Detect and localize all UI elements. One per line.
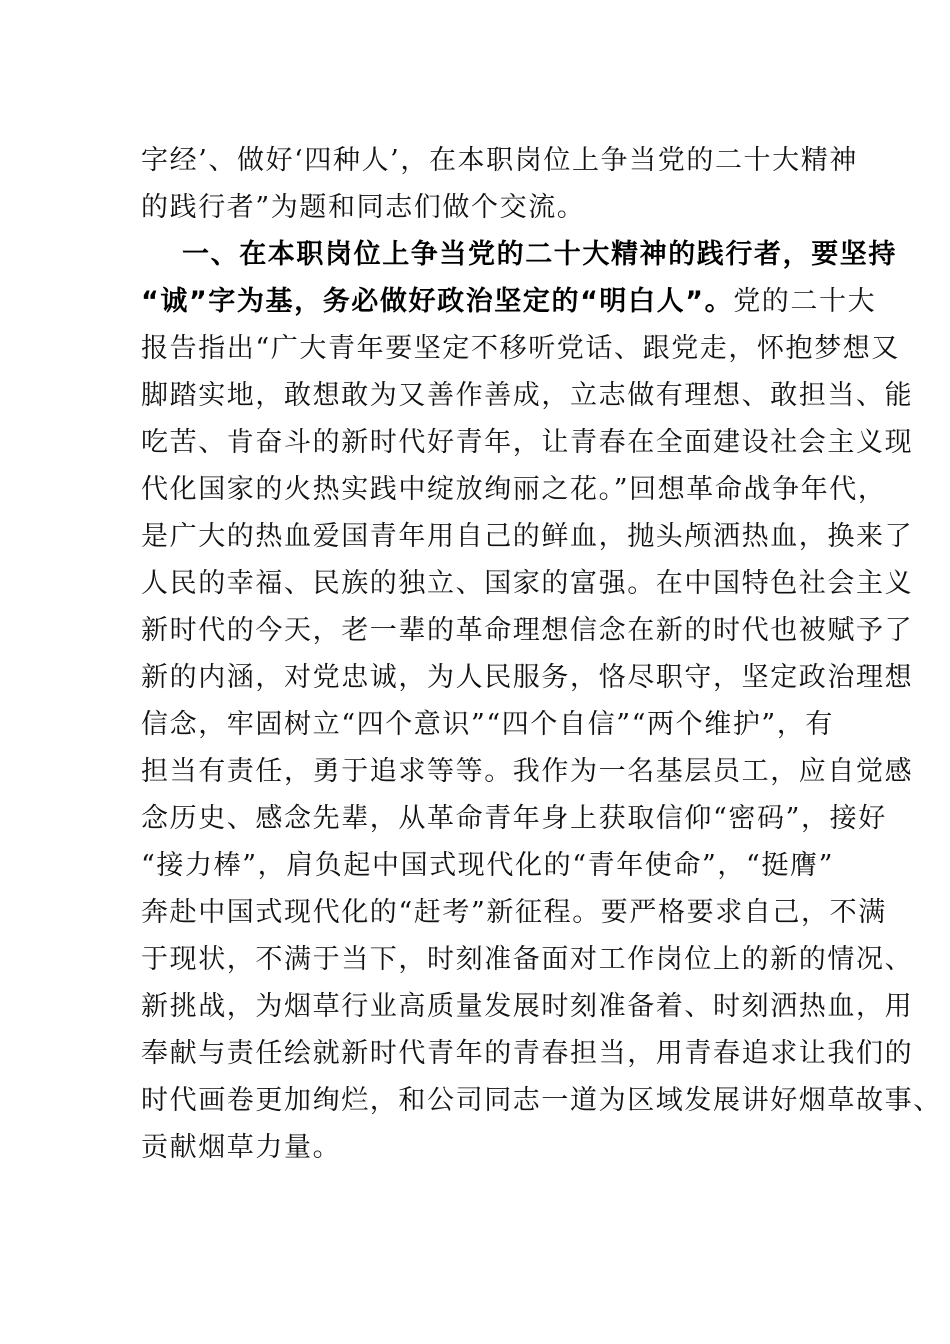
- line-text: “接力棒”，肩负起中国式现代化的“青年使命”，“挺膺”: [141, 850, 835, 881]
- paragraph-line-14: [141, 753, 913, 791]
- paragraph-line-16: [141, 847, 834, 885]
- paragraph-line-1: [141, 142, 858, 180]
- section-heading-line-1: [182, 236, 897, 274]
- paragraph-line-10: [141, 565, 913, 603]
- section-heading: “诚”字为基，务必做好政治坚定的“明白人”。: [141, 286, 734, 317]
- paragraph-line-5: [141, 330, 900, 368]
- paragraph-line-8: [141, 471, 887, 509]
- paragraph-line-19: [141, 988, 913, 1026]
- line-text: 奔赴中国式现代化的“赶考”新征程。要严格要求自己，不满: [141, 897, 887, 928]
- line-text: 于现状，不满于当下，时刻准备面对工作岗位上的新的情况、: [141, 944, 914, 975]
- paragraph-line-12: [141, 659, 913, 697]
- paragraph-line-6: [141, 377, 913, 415]
- paragraph-line-22: [141, 1129, 341, 1167]
- section-heading-line-2: [141, 283, 876, 321]
- paragraph-line-11: [141, 612, 913, 650]
- line-text: 脚踏实地，敢想敢为又善作善成，立志做有理想、敢担当、能: [141, 380, 914, 411]
- line-text: 新挑战，为烟草行业高质量发展时刻准备着、时刻洒热血，用: [141, 991, 914, 1022]
- paragraph-line-7: [141, 424, 913, 462]
- paragraph-line-9: [141, 518, 913, 556]
- paragraph-line-15: [141, 800, 887, 838]
- line-text: 的践行者”为题和同志们做个交流。: [141, 192, 586, 223]
- line-text: 新的内涵，对党忠诚，为人民服务，恪尽职守，坚定政治理想: [141, 662, 914, 693]
- paragraph-line-17: [141, 894, 887, 932]
- line-text: 担当有责任，勇于追求等等。我作为一名基层员工，应自觉感: [141, 756, 914, 787]
- line-text: 报告指出“广大青年要坚定不移听党话、跟党走，怀抱梦想又: [141, 333, 901, 364]
- line-text: 信念，牢固树立“四个意识”“四个自信”“两个维护”，有: [141, 709, 835, 740]
- paragraph-line-2: [141, 189, 585, 227]
- line-text: 字经’、做好‘四种人’，在本职岗位上争当党的二十大精神: [141, 145, 858, 176]
- line-text: 念历史、感念先辈，从革命青年身上获取信仰“密码”，接好: [141, 803, 887, 834]
- paragraph-line-21: [141, 1082, 942, 1120]
- line-text: 奉献与责任绘就新时代青年的青春担当，用青春追求让我们的: [141, 1038, 914, 1069]
- paragraph-line-18: [141, 941, 913, 979]
- line-text: 时代画卷更加绚烂，和公司同志一道为区域发展讲好烟草故事、: [141, 1085, 942, 1116]
- line-text: 党的二十大: [733, 286, 877, 317]
- line-text: 吃苦、肯奋斗的新时代好青年，让青春在全面建设社会主义现: [141, 427, 914, 458]
- paragraph-line-13: [141, 706, 834, 744]
- line-text: 贡献烟草力量。: [141, 1132, 342, 1163]
- line-text: 新时代的今天，老一辈的革命理想信念在新的时代也被赋予了: [141, 615, 914, 646]
- line-text: 代化国家的火热实践中绽放绚丽之花。”回想革命战争年代，: [141, 474, 887, 505]
- line-text: 是广大的热血爱国青年用自己的鲜血，抛头颅洒热血，换来了: [141, 521, 914, 552]
- paragraph-line-20: [141, 1035, 913, 1073]
- line-text: 人民的幸福、民族的独立、国家的富强。在中国特色社会主义: [141, 568, 914, 599]
- section-heading: 一、在本职岗位上争当党的二十大精神的践行者，要坚持: [182, 239, 897, 270]
